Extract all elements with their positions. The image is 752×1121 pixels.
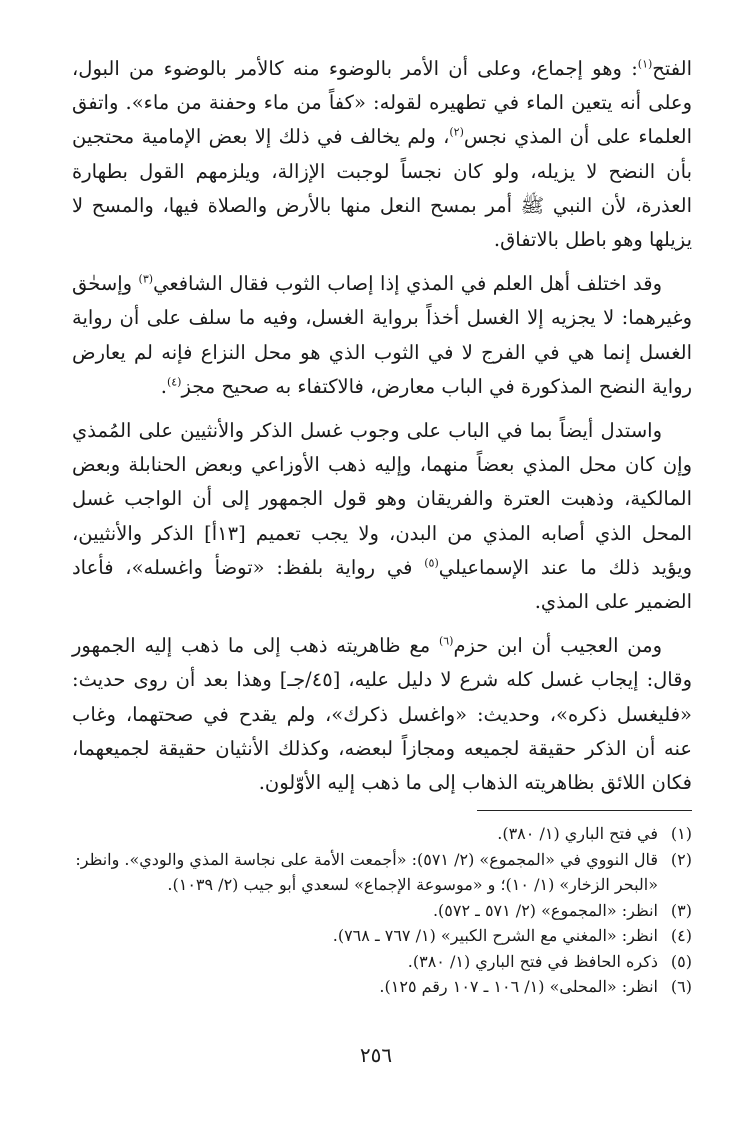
footnote: [72, 949, 692, 975]
footnote-text: انظر: «المحلى» (١/ ١٠٦ ـ ١٠٧ رقم ١٢٥).: [379, 977, 658, 997]
paragraph-4: [72, 629, 692, 800]
footnote-text: ذكره الحافظ في فتح الباري (١/ ٣٨٠).: [407, 951, 658, 971]
footnote-text: انظر: «المجموع» (٢/ ٥٧١ ـ ٥٧٢).: [432, 900, 658, 920]
footnote-text: انظر: «المغني مع الشرح الكبير» (١/ ٧٦٧ ـ ٧٦٨).: [332, 926, 658, 946]
page-number: ٢٥٦: [359, 1043, 393, 1067]
footnote-reference: (٢): [449, 125, 464, 139]
paragraph-text: في رواية بلفظ: «توضأ واغسله»، فأعاد الضمير على المذي.: [72, 555, 692, 614]
paragraph-1: [72, 52, 692, 257]
paragraph-3: [72, 414, 692, 619]
footnote-number: (٣): [670, 900, 692, 920]
footnote-reference: (١): [637, 57, 653, 71]
footnote-reference: (٣): [138, 272, 154, 286]
footnote-text: في فتح الباري (١/ ٣٨٠).: [497, 824, 658, 844]
paragraph-text: الفتح: [652, 57, 692, 80]
footnote: [72, 898, 692, 924]
paragraph-2: [72, 267, 692, 404]
paragraph-text: مع ظاهريته ذهب إلى ما ذهب إليه الجمهور وقال: إيجاب غسل كله شرع لا دليل عليه، [٤٥/جـ] وهذا بعد أن روى حديث: «فليغسل ذكره»، وحديث: «واغسل ذكرك»، ولم يقدح في صحتهما، وغاب عنه أن الذكر حقيقة لجميعه ومجازاً لبعضه، وكذلك الأنثيان حقيقة لجميعهما، فكان اللائق بظاهريته الذهاب إلى ما ذهب إليه الأوّلون.: [72, 634, 692, 795]
page-body: [72, 52, 692, 1000]
paragraph-text: : وهو إجماع، وعلى أن الأمر بالوضوء منه كالأمر بالوضوء من البول، وعلى أنه يتعين الماء في تطهيره لقوله: «كفاً من ماء وحفنة من ماء». واتفق العلماء على أن المذي نجس: [72, 57, 692, 149]
footnote: [72, 847, 692, 898]
footnote-reference: (٤): [166, 375, 182, 389]
footnote-number: (٥): [670, 951, 692, 971]
paragraph-text: وإسحٰق وغيرهما: لا يجزيه إلا الغسل أخذاً برواية الغسل، وفيه ما سلف على أن رواية الغسل إنما هي في الفرج لا في الثوب الذي هو محل النزاع فإنه لم يعارض رواية النضح المذكورة في الباب معارض، فالاكتفاء به صحيح مجز: [72, 272, 692, 398]
footnote: [72, 821, 692, 847]
footnote-number: (٢): [670, 849, 692, 869]
paragraph-text: وقد اختلف أهل العلم في المذي إذا إصاب الثوب فقال الشافعي: [153, 272, 662, 296]
footnote-number: (٤): [670, 926, 692, 946]
footnote-reference: (٥): [424, 556, 439, 570]
footnote: [72, 923, 692, 949]
paragraph-text: ، ولم يخالف في ذلك إلا بعض الإمامية محتجين بأن النضح لا يزيله، ولو كان نجساً لوجبت الإزالة، ويلزمهم القول بطهارة العذرة، لأن النبي ﷺ أمر بمسح النعل منها بالأرض والصلاة فيها، والمسح لا يزيلها وهو باطل بالاتفاق.: [72, 125, 692, 252]
footnote-text: قال النووي في «المجموع» (٢/ ٥٧١): «أجمعت الأمة على نجاسة المذي والودي». وانظر: «البحر الزخار» (١/ ١٠)؛ و «موسوعة الإجماع» لسعدي أبو جيب (٢/ ١٠٣٩).: [75, 849, 658, 895]
footnote-number: (١): [670, 824, 692, 844]
footnotes: [72, 821, 692, 1000]
footnote: [72, 974, 692, 1000]
paragraph-text: .: [160, 374, 167, 398]
paragraph-text: واستدل أيضاً بما في الباب على وجوب غسل الذكر والأنثيين على المُمذي وإن كان محل المذي بعضاً منهما، وإليه ذهب الأوزاعي وبعض الحنابلة وبعض المالكية، وذهبت العترة والفريقان وهو قول الجمهور إلى أن الواجب غسل المحل الذي أصابه المذي من البدن، ولا يجب تعميم [١٣أ] الذكر والأنثيين، ويؤيد ذلك ما عند الإسماعيلي: [72, 419, 693, 579]
footnote-divider: [477, 810, 692, 811]
footnote-reference: (٦): [438, 634, 454, 648]
footnote-number: (٦): [670, 977, 692, 997]
paragraph-text: ومن العجيب أن ابن حزم: [453, 634, 662, 658]
